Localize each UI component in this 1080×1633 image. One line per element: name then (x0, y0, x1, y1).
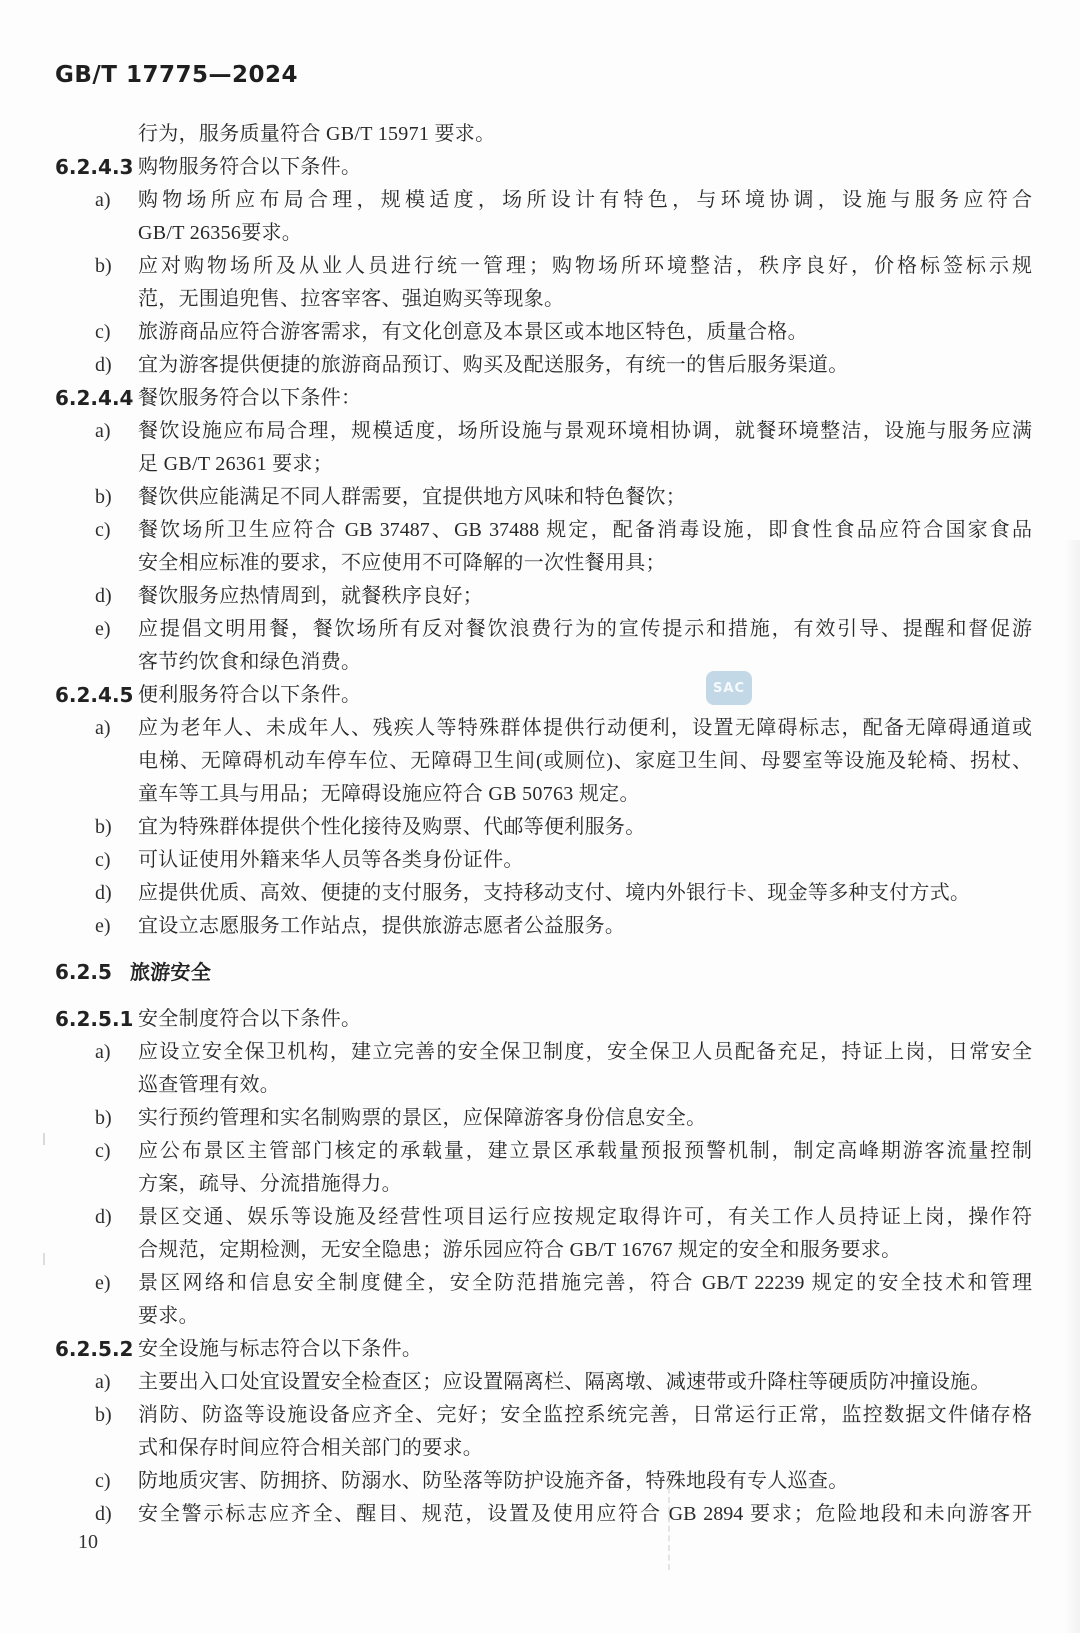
paragraph-text (138, 1102, 1032, 1135)
list-item (55, 415, 1032, 481)
item-label: c) (95, 1140, 111, 1162)
paragraph-text (130, 956, 1032, 989)
scan-artifact-mark (43, 1253, 45, 1265)
paragraph-text (138, 481, 1032, 514)
clause-paragraph (55, 382, 1032, 415)
text-line: 应对购物场所及从业人员进行统一管理；购物场所环境整洁，秩序良好，价格标签标示规 (138, 255, 1032, 277)
item-label: c) (95, 1470, 111, 1492)
paragraph-text (138, 316, 1032, 349)
text-line: 式和保存时间应符合相关部门的要求。 (138, 1437, 484, 1459)
list-item (55, 184, 1032, 250)
paragraph-text (138, 1465, 1032, 1498)
clause-paragraph (55, 151, 1032, 184)
text-line: 宜为特殊群体提供个性化接待及购票、代邮等便利服务。 (138, 816, 646, 838)
page-number: 10 (78, 1531, 98, 1553)
text-line: 应公布景区主管部门核定的承载量，建立景区承载量预报预警机制，制定高峰期游客流量控制 (138, 1140, 1032, 1162)
text-line: 购物场所应布局合理，规模适度，场所设计有特色，与环境协调，设施与服务应符合 (138, 189, 1032, 211)
text-line: 宜为游客提供便捷的旅游商品预订、购买及配送服务，有统一的售后服务渠道。 (138, 354, 849, 376)
text-line: GB/T 26356要求。 (138, 222, 303, 244)
text-line: 巡查管理有效。 (138, 1074, 281, 1096)
text-line: 餐饮场所卫生应符合 GB 37487、GB 37488 规定，配备消毒设施，即食性食品应符合国家食品 (138, 519, 1032, 541)
item-label: a) (95, 1041, 111, 1063)
scan-artifact-line (668, 1478, 670, 1570)
text-line: 餐饮设施应布局合理，规模适度，场所设施与景观环境相协调，就餐环境整洁，设施与服务应满 (138, 420, 1032, 442)
text-line: 旅游安全 (129, 960, 212, 984)
section-heading (55, 956, 1032, 989)
list-item (55, 1267, 1032, 1333)
paragraph-text (138, 910, 1032, 943)
paragraph-text (138, 679, 1032, 712)
list-item (55, 1498, 1032, 1531)
text-line: 景区交通、娱乐等设施及经营性项目运行应按规定取得许可，有关工作人员持证上岗，操作符 (138, 1206, 1032, 1228)
paragraph-text (138, 1201, 1032, 1267)
item-label: c) (95, 321, 111, 343)
list-item (55, 1036, 1032, 1102)
text-line: 景区网络和信息安全制度健全，安全防范措施完善，符合 GB/T 22239 规定的安全技术和管理 (138, 1272, 1032, 1294)
item-label: e) (95, 1272, 111, 1294)
text-line: 宜设立志愿服务工作站点，提供旅游志愿者公益服务。 (138, 915, 626, 937)
item-label: b) (95, 255, 112, 277)
text-line: 电梯、无障碍机动车停车位、无障碍卫生间(或厕位)、家庭卫生间、母婴室等设施及轮椅、拐杖、 (138, 750, 1032, 772)
text-line: 餐饮供应能满足不同人群需要，宜提供地方风味和特色餐饮； (138, 486, 687, 508)
clause-paragraph (55, 1003, 1032, 1036)
sac-watermark-stamp: SAC (706, 671, 752, 705)
text-line: 应提倡文明用餐，餐饮场所有反对餐饮浪费行为的宣传提示和措施，有效引导、提醒和督促游 (138, 618, 1032, 640)
document-number-header: GB/T 17775—2024 (55, 62, 299, 88)
list-item (55, 1135, 1032, 1201)
text-line: 范，无围追兜售、拉客宰客、强迫购买等现象。 (138, 288, 565, 310)
text-line: 安全相应标准的要求，不应使用不可降解的一次性餐用具； (138, 552, 666, 574)
item-label: d) (95, 585, 112, 607)
item-label: d) (95, 1503, 112, 1525)
scan-edge-shadow (1064, 540, 1080, 1633)
paragraph-text (138, 844, 1032, 877)
paragraph-text (138, 349, 1032, 382)
list-item (55, 811, 1032, 844)
text-line: 童车等工具与用品；无障碍设施应符合 GB 50763 规定。 (138, 783, 640, 805)
text-line: 购物服务符合以下条件。 (138, 156, 362, 178)
clause-number: 6.2.4.4 (55, 386, 134, 410)
text-line: 安全制度符合以下条件。 (138, 1008, 362, 1030)
clause-number: 6.2.4.3 (55, 155, 134, 179)
list-item (55, 1366, 1032, 1399)
list-item (55, 349, 1032, 382)
list-item (55, 316, 1032, 349)
item-label: c) (95, 849, 111, 871)
list-item (55, 877, 1032, 910)
paragraph-text (138, 415, 1032, 481)
list-item (55, 844, 1032, 877)
item-label: a) (95, 1371, 111, 1393)
text-line: 行为，服务质量符合 GB/T 15971 要求。 (138, 123, 496, 145)
paragraph-text (138, 811, 1032, 844)
paragraph-text (138, 1498, 1032, 1531)
list-item (55, 1201, 1032, 1267)
paragraph-text (138, 1003, 1032, 1036)
paragraph-text (138, 1333, 1032, 1366)
list-item (55, 910, 1032, 943)
document-body (55, 118, 1032, 1531)
text-line: 消防、防盗等设施设备应齐全、完好；安全监控系统完善，日常运行正常，监控数据文件储存格 (138, 1404, 1032, 1426)
item-label: c) (95, 519, 111, 541)
item-label: e) (95, 618, 111, 640)
text-line: 主要出入口处宜设置安全检查区；应设置隔离栏、隔离墩、减速带或升降柱等硬质防冲撞设施。 (138, 1371, 991, 1393)
list-item (55, 613, 1032, 679)
list-item (55, 250, 1032, 316)
scan-artifact-mark (43, 1133, 45, 1145)
paragraph-text (138, 1399, 1032, 1465)
text-line: 方案，疏导、分流措施得力。 (138, 1173, 402, 1195)
paragraph-text (138, 184, 1032, 250)
item-label: b) (95, 816, 112, 838)
list-item (55, 1399, 1032, 1465)
paragraph-text (138, 877, 1032, 910)
text-line: 餐饮服务符合以下条件： (138, 387, 362, 409)
item-label: e) (95, 915, 111, 937)
list-item (55, 1465, 1032, 1498)
list-item (55, 514, 1032, 580)
paragraph-text (138, 151, 1032, 184)
text-line: 防地质灾害、防拥挤、防溺水、防坠落等防护设施齐备，特殊地段有专人巡查。 (138, 1470, 849, 1492)
paragraph-text (138, 1036, 1032, 1102)
text-line: 餐饮服务应热情周到，就餐秩序良好； (138, 585, 484, 607)
paragraph-text (138, 250, 1032, 316)
text-line: 应设立安全保卫机构，建立完善的安全保卫制度，安全保卫人员配备充足，持证上岗，日常安全 (138, 1041, 1032, 1063)
clause-number: 6.2.5.2 (55, 1337, 134, 1361)
clause-paragraph (55, 679, 1032, 712)
clause-number: 6.2.4.5 (55, 683, 134, 707)
paragraph-text (138, 514, 1032, 580)
paragraph-text (138, 1267, 1032, 1333)
list-item (55, 481, 1032, 514)
paragraph-text (138, 1366, 1032, 1399)
clause-number: 6.2.5 (55, 960, 112, 984)
paragraph-text (138, 1135, 1032, 1201)
continuation-paragraph (138, 118, 1032, 151)
text-line: 便利服务符合以下条件。 (138, 684, 362, 706)
item-label: d) (95, 354, 112, 376)
text-line: 足 GB/T 26361 要求； (138, 453, 333, 475)
text-line: 客节约饮食和绿色消费。 (138, 651, 362, 673)
list-item (55, 712, 1032, 811)
text-line: 应为老年人、未成年人、残疾人等特殊群体提供行动便利，设置无障碍标志，配备无障碍通道或 (138, 717, 1032, 739)
item-label: a) (95, 717, 111, 739)
item-label: b) (95, 1107, 112, 1129)
text-line: 安全设施与标志符合以下条件。 (138, 1338, 423, 1360)
item-label: d) (95, 882, 112, 904)
text-line: 可认证使用外籍来华人员等各类身份证件。 (138, 849, 524, 871)
clause-number: 6.2.5.1 (55, 1007, 134, 1031)
text-line: 旅游商品应符合游客需求，有文化创意及本景区或本地区特色，质量合格。 (138, 321, 808, 343)
item-label: a) (95, 189, 111, 211)
list-item (55, 1102, 1032, 1135)
item-label: b) (95, 1404, 112, 1426)
text-line: 应提供优质、高效、便捷的支付服务，支持移动支付、境内外银行卡、现金等多种支付方式。 (138, 882, 971, 904)
text-line: 合规范，定期检测，无安全隐患；游乐园应符合 GB/T 16767 规定的安全和服务要求。 (138, 1239, 902, 1261)
item-label: a) (95, 420, 111, 442)
paragraph-text (138, 580, 1032, 613)
paragraph-text (138, 118, 1032, 151)
clause-paragraph (55, 1333, 1032, 1366)
paragraph-text (138, 712, 1032, 811)
item-label: b) (95, 486, 112, 508)
text-line: 要求。 (138, 1305, 199, 1327)
list-item (55, 580, 1032, 613)
paragraph-text (138, 613, 1032, 679)
item-label: d) (95, 1206, 112, 1228)
text-line: 实行预约管理和实名制购票的景区，应保障游客身份信息安全。 (138, 1107, 707, 1129)
text-line: 安全警示标志应齐全、醒目、规范，设置及使用应符合 GB 2894 要求；危险地段和未向游客开 (138, 1503, 1032, 1525)
paragraph-text (138, 382, 1032, 415)
